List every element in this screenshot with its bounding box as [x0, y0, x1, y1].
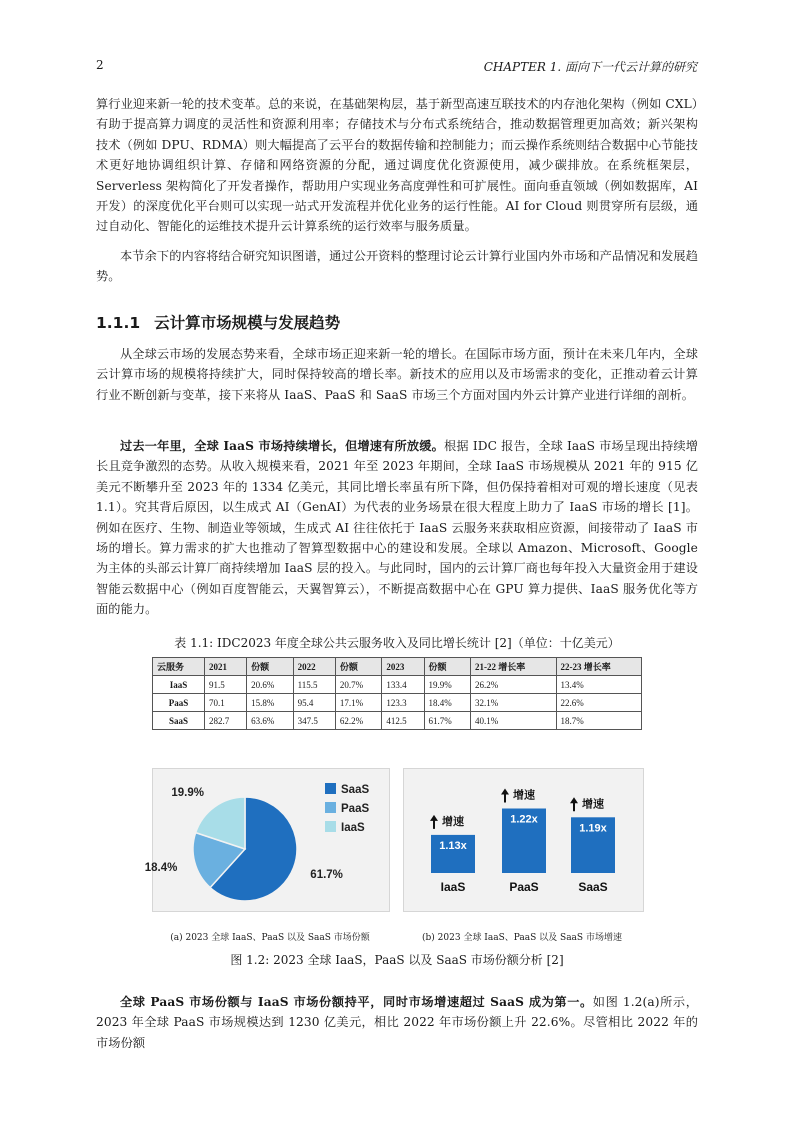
table-cell: 412.5: [382, 712, 424, 730]
legend-label-paas: PaaS: [341, 803, 370, 815]
pie-label-paas: 18.4%: [144, 861, 178, 874]
table-cell: 123.3: [382, 694, 424, 712]
table-header-cell: 2022: [293, 658, 335, 676]
market-share-pie-chart: [144, 768, 390, 912]
paragraph-iaas-market: [96, 436, 698, 620]
table-header-cell: 2021: [204, 658, 246, 676]
bar-chart-svg: [404, 769, 643, 911]
page-number: 2: [96, 58, 104, 72]
section-heading: [96, 311, 340, 333]
table-cell: 19.9%: [424, 676, 471, 694]
table-cell: 18.7%: [556, 712, 642, 730]
bar-value-label-paas: 1.22x: [510, 813, 538, 826]
table-header-cell: 云服务: [153, 658, 205, 676]
table-header-cell: 份额: [424, 658, 471, 676]
table-cell: PaaS: [153, 694, 205, 712]
table-cell: 63.6%: [247, 712, 294, 730]
table-header-cell: 2023: [382, 658, 424, 676]
table-cell: 95.4: [293, 694, 335, 712]
table-caption: 表 1.1: IDC2023 年度全球公共云服务收入及同比增长统计 [2]（单位：十亿美元）: [174, 636, 620, 650]
revenue-table: [152, 657, 642, 730]
table-cell: 91.5: [204, 676, 246, 694]
legend-swatch-iaas: [325, 821, 336, 832]
table-header-cell: 份额: [335, 658, 382, 676]
table-cell: SaaS: [153, 712, 205, 730]
up-arrow-icon: [501, 788, 509, 802]
pie-label-saas: 61.7%: [310, 869, 343, 882]
table-cell: 18.4%: [424, 694, 471, 712]
bar-category-label-saas: SaaS: [578, 880, 608, 894]
table-cell: 32.1%: [471, 694, 556, 712]
bar-value-label-saas: 1.19x: [579, 822, 607, 835]
bar-category-label-paas: PaaS: [509, 880, 539, 894]
page-header: [96, 58, 697, 78]
paragraph-intro-continued: 算行业迎来新一轮的技术变革。总的来说，在基础架构层，基于新型高速互联技术的内存池化架构（例如 CXL）有助于提高算力调度的灵活性和资源利用率；存储技术与分布式系统结合，推动数据管理更加高效；新兴架构技术（例如 DPU、RDMA）则大幅提高了云平台的数据传输和控制能力；而云操作系统则结合数据中心节能技术更好地协调组织计算、存储和网络资源的分配，通过调度优化资源使用，减少碳排放。在系统框架层，Serverless 架构简化了开发者操作，帮助用户实现业务高度弹性和可扩展性。面向垂直领域（例如数据库，AI 开发）的深度优化平台则可以实现一站式开发流程并优化业务的运行性能。AI for Cloud 则贯穿所有层级，通过自动化、智能化的运维技术提升云计算系统的运行效率与服务质量。: [96, 97, 698, 234]
table-cell: 61.7%: [424, 712, 471, 730]
subcaption-a: (a) 2023 全球 IaaS、PaaS 以及 SaaS 市场份额: [170, 933, 370, 943]
up-arrow-icon: [430, 815, 438, 829]
up-arrow-icon: [570, 797, 578, 811]
legend-swatch-paas: [325, 802, 336, 813]
bar-value-label-iaas: 1.13x: [439, 839, 467, 852]
table-cell: 70.1: [204, 694, 246, 712]
iaas-lead-sentence: 过去一年里，全球 IaaS 市场持续增长，但增速有所放缓。: [120, 439, 445, 453]
table-cell: 62.2%: [335, 712, 382, 730]
table-cell: 17.1%: [335, 694, 382, 712]
paas-lead-sentence: 全球 PaaS 市场份额与 IaaS 市场份额持平，同时市场增速超过 SaaS 成为第一。: [120, 995, 593, 1009]
table-cell: 15.8%: [247, 694, 294, 712]
table-cell: IaaS: [153, 676, 205, 694]
bar-category-label-iaas: IaaS: [440, 880, 466, 894]
growth-annotation: 增速: [582, 798, 604, 811]
table-cell: 282.7: [204, 712, 246, 730]
market-growth-bar-chart: [403, 768, 644, 912]
table-cell: 115.5: [293, 676, 335, 694]
table-header-row: [153, 658, 642, 676]
paragraph-paas-market: [96, 992, 698, 1053]
table-header-cell: 份额: [247, 658, 294, 676]
table-cell: 20.6%: [247, 676, 294, 694]
table-cell: 133.4: [382, 676, 424, 694]
paragraph-global-market: 从全球云市场的发展态势来看，全球市场正迎来新一轮的增长。在国际市场方面，预计在未来几年内，全球云计算市场的规模将持续扩大，同时保持较高的增长率。新技术的应用以及市场需求的变化，正推动着云计算行业不断创新与变革，接下来将从 IaaS、PaaS 和 SaaS 市场三个方面对国内外云计算产业进行详细的剖析。: [96, 347, 698, 402]
table-cell: 40.1%: [471, 712, 556, 730]
paragraph-section-overview: 本节余下的内容将结合研究知识图谱，通过公开资料的整理讨论云计算行业国内外市场和产品情况和发展趋势。: [96, 249, 698, 284]
table-header-cell: 21-22 增长率: [471, 658, 556, 676]
table-row: [153, 676, 642, 694]
table-cell: 22.6%: [556, 694, 642, 712]
section-title: 云计算市场规模与发展趋势: [154, 314, 341, 332]
pie-label-iaas: 19.9%: [171, 787, 204, 800]
iaas-body-text: 根据 IDC 报告，全球 IaaS 市场呈现出持续增长且竞争激烈的态势。从收入规模来看，2021 年至 2023 年期间，全球 IaaS 市场规模从 2021 年的 915 亿美元不断攀升至 2023 年的 1334 亿美元，其同比增长率虽有所下降，但仍保持着相对可观的增长速度（见表 1.1）。究其背后原因，以生成式 AI（GenAI）为代表的业务场景在很大程度上助力了 IaaS 市场的增长 [1]。例如在医疗、生物、制造业等领域，生成式 AI 往往依托于 IaaS 云服务来获取相应资源，间接带动了 IaaS 市场的增长。算力需求的扩大也推动了智算型数据中心的建设和发展。全球以 Amazon、Microsoft、Google 为主体的头部云计算厂商持续增加 IaaS 层的投入。与此同时，国内的云计算厂商也每年投入大量资金用于建设智能云数据中心（例如百度智能云，天翼智算云），不断提高数据中心在 GPU 算力提供、IaaS 服务优化等方面的能力。: [96, 439, 699, 617]
table-row: [153, 712, 642, 730]
table-cell: 347.5: [293, 712, 335, 730]
growth-annotation: 增速: [442, 815, 464, 828]
growth-annotation: 增速: [513, 789, 535, 802]
paas-body-text: 如图 1.2(a)所示，2023 年全球 PaaS 市场规模达到 1230 亿美元，相比 2022 年市场份额上升 22.6%。尽管相比 2022 年的市场份额: [96, 995, 698, 1050]
legend-swatch-saas: [325, 783, 336, 794]
figure-caption: 图 1.2: 2023 全球 IaaS，PaaS 以及 SaaS 市场份额分析 [2]: [230, 953, 564, 967]
table-row: [153, 694, 642, 712]
chapter-title: CHAPTER 1. 面向下一代云计算的研究: [483, 60, 697, 74]
legend-label-saas: SaaS: [341, 784, 370, 796]
table-header-cell: 22-23 增长率: [556, 658, 642, 676]
table-cell: 20.7%: [335, 676, 382, 694]
legend-label-iaas: IaaS: [341, 822, 365, 834]
subcaption-b: (b) 2023 全球 IaaS、PaaS 以及 SaaS 市场增速: [422, 933, 622, 943]
pie-chart-svg: [144, 769, 389, 911]
section-number: 1.1.1: [96, 314, 141, 332]
table-cell: 13.4%: [556, 676, 642, 694]
table-cell: 26.2%: [471, 676, 556, 694]
